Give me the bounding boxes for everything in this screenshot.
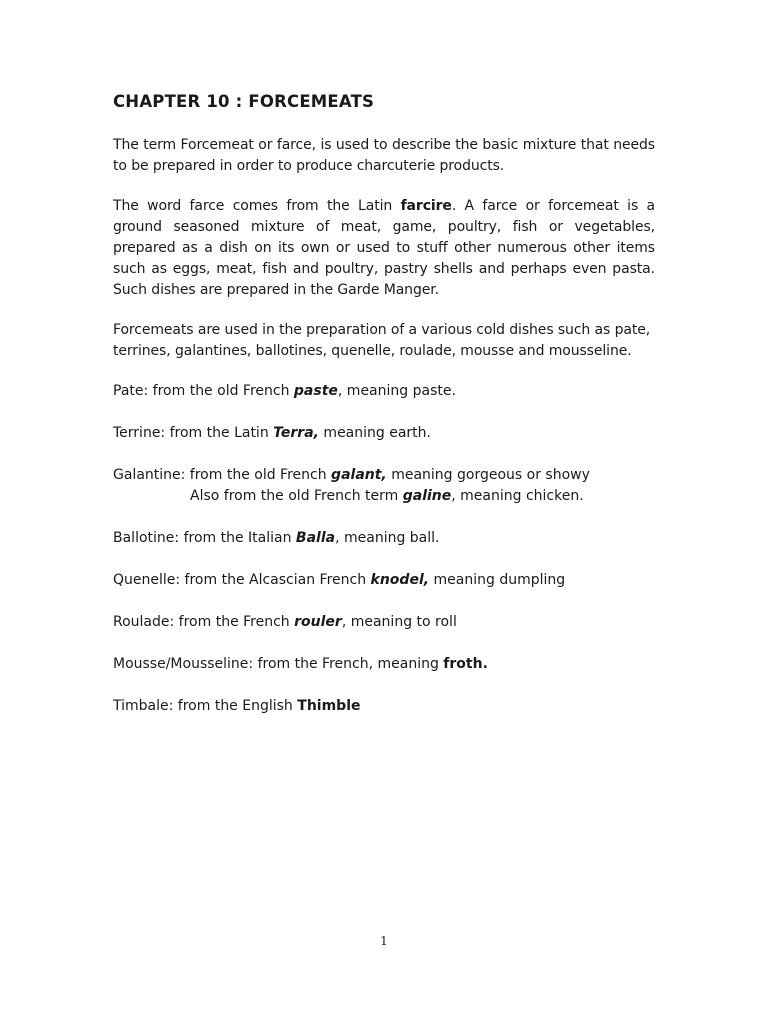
def-name: Pate: [113,383,149,399]
def-origin: from the old French [185,467,332,483]
def-origin: from the French, meaning [253,656,444,672]
intro-paragraph: The term Forcemeat or farce, is used to describe the basic mixture that needs to be prepared in order to produce charcuterie products. [113,137,655,174]
def-name: Timbale: [113,698,174,714]
def-word: rouler [294,614,342,630]
extra-before: Also from the old French term [190,488,403,504]
def-word: froth. [443,656,488,672]
def-name: Terrine: [113,425,166,441]
definition-terrine [113,423,655,444]
def-suffix: meaning dumpling [429,572,566,588]
def-name: Galantine: [113,467,186,483]
def-word: Balla [295,530,336,546]
def-name: Roulade: [113,614,175,630]
def-origin: from the old French [148,383,294,399]
def-name: Mousse/Mousseline: [113,656,254,672]
definition-galantine [113,465,655,507]
latin-word-farcire: farcire [400,198,452,214]
def-name: Quenelle: [113,572,181,588]
definition-timbale [113,696,655,717]
def-origin: from the French [174,614,295,630]
extra-word: galine [402,488,452,504]
document-page [113,92,655,738]
uses-paragraph: Forcemeats are used in the preparation of a various cold dishes such as pate, terrines, galantines, ballotines, quenelle, roulade, mousse and mousseline. [113,322,651,359]
extra-after: , meaning chicken. [451,488,584,504]
definition-ballotine [113,528,655,549]
def-word: Thimble [297,698,361,714]
def-origin: from the Latin [165,425,274,441]
galantine-extra-line [113,486,655,507]
definition-quenelle [113,570,655,591]
def-origin: from the English [173,698,298,714]
farce-paragraph [113,196,655,301]
def-word: Terra, [273,425,319,441]
def-suffix: meaning earth. [318,425,431,441]
chapter-title: CHAPTER 10 : FORCEMEATS [113,92,375,111]
def-origin: from the Alcascian French [180,572,371,588]
def-word: paste [293,383,338,399]
definition-mousse [113,654,655,675]
def-suffix: , meaning ball. [335,530,440,546]
def-word: galant, [331,467,387,483]
farce-text-before: The word farce comes from the Latin [113,198,401,214]
def-suffix: , meaning paste. [337,383,456,399]
def-suffix: , meaning to roll [341,614,457,630]
page-number: 1 [380,934,388,948]
definition-roulade [113,612,655,633]
def-origin: from the Italian [179,530,296,546]
farce-text-after: . A farce or forcemeat is a ground seasoned mixture of meat, game, poultry, fish or vegetables, prepared as a dish on its own or used to stuff other numerous other items such as eggs, meat, fish and poultry, pastry shells and perhaps even pasta. Such dishes are prepared in the Garde Manger. [113,198,656,298]
def-suffix: meaning gorgeous or showy [386,467,590,483]
def-word: knodel, [370,572,430,588]
definition-pate [113,381,655,402]
def-name: Ballotine: [113,530,180,546]
